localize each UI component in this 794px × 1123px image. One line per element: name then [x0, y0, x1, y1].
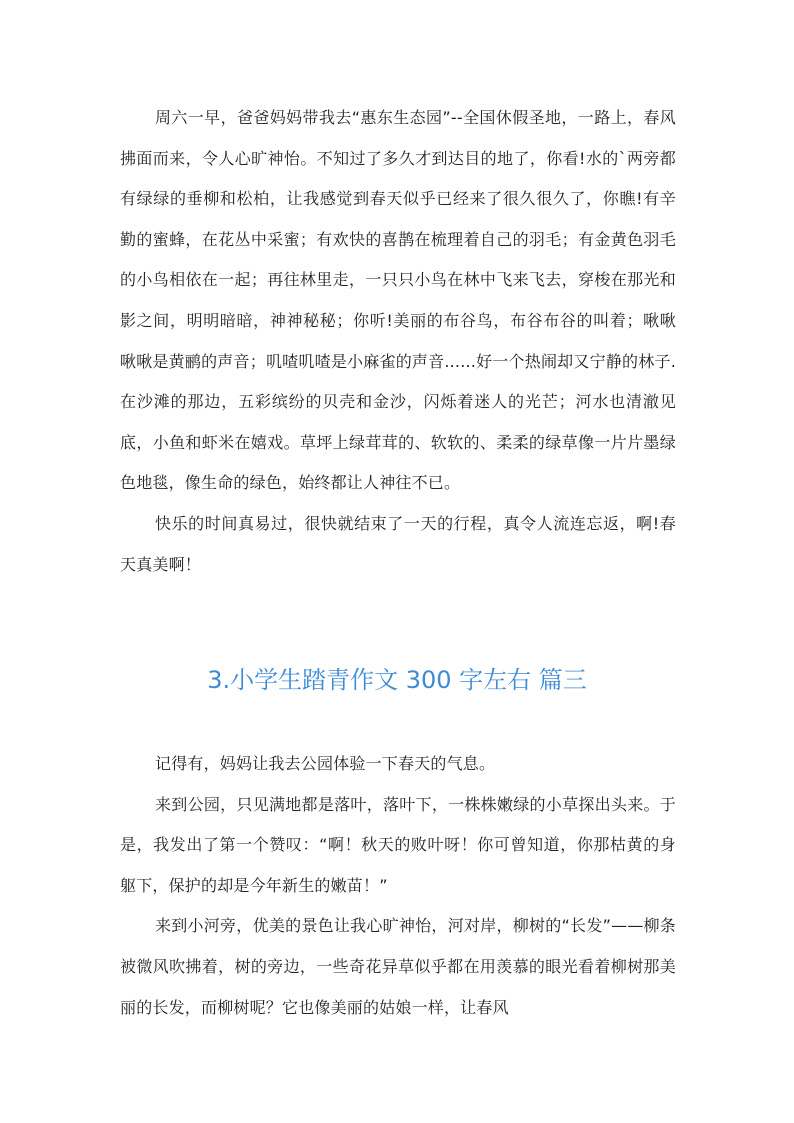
paragraph-happy-time: 快乐的时间真易过，很快就结束了一天的行程，真令人流连忘返，啊!春天真美啊！ — [120, 513, 676, 574]
paragraph-spring-outing: 周六一早，爸爸妈妈带我去“惠东生态园”--全国休假圣地，一路上，春风拂面而来，令人心旷神怡。不知过了多久才到达目的地了，你看!水的`两旁都有绿绿的垂柳和松柏，让我感觉到春天似乎已经来了很久很久了，你瞧!有辛勤的蜜蜂，在花丛中采蜜；有欢快的喜鹊在梳理着自己的羽毛；有金黄色羽毛的小鸟相依在一起；再往林里走，一只只小鸟在林中飞来飞去，穿梭在那光和影之间，明明暗暗，神神秘秘；你听!美丽的布谷鸟，布谷布谷的叫着；啾啾啾啾是黄鹂的声音；叽喳叽喳是小麻雀的声音......好一个热闹却又宁静的林子.在沙滩的那边，五彩缤纷的贝壳和金沙，闪烁着迷人的光芒；河水也清澈见底，小鱼和虾米在嬉戏。草坪上绿茸茸的、软软的、柔柔的绿草像一片片墨绿色地毯，像生命的绿色，始终都让人神往不已。 — [120, 108, 676, 493]
paragraph-river: 来到小河旁，优美的景色让我心旷神怡，河对岸，柳树的“长发”——柳条被微风吹拂着，树的旁边，一些奇花异草似乎都在用羡慕的眼光看着柳树那美丽的长发，而柳树呢？它也像美丽的姑娘一样，让春风 — [120, 916, 676, 1017]
paragraph-park: 来到公园，只见满地都是落叶，落叶下，一株株嫩绿的小草探出头来。于是，我发出了第一个赞叹：“啊！秋天的败叶呀！你可曾知道，你那枯黄的身躯下，保护的却是今年新生的嫩苗！” — [120, 794, 676, 895]
section-heading: 3.小学生踏青作文 300 字左右 篇三 — [207, 666, 587, 694]
section-two — [120, 744, 676, 1028]
paragraph-remember: 记得有，妈妈让我去公园体验一下春天的气息。 — [155, 754, 496, 773]
section-one — [120, 98, 676, 585]
